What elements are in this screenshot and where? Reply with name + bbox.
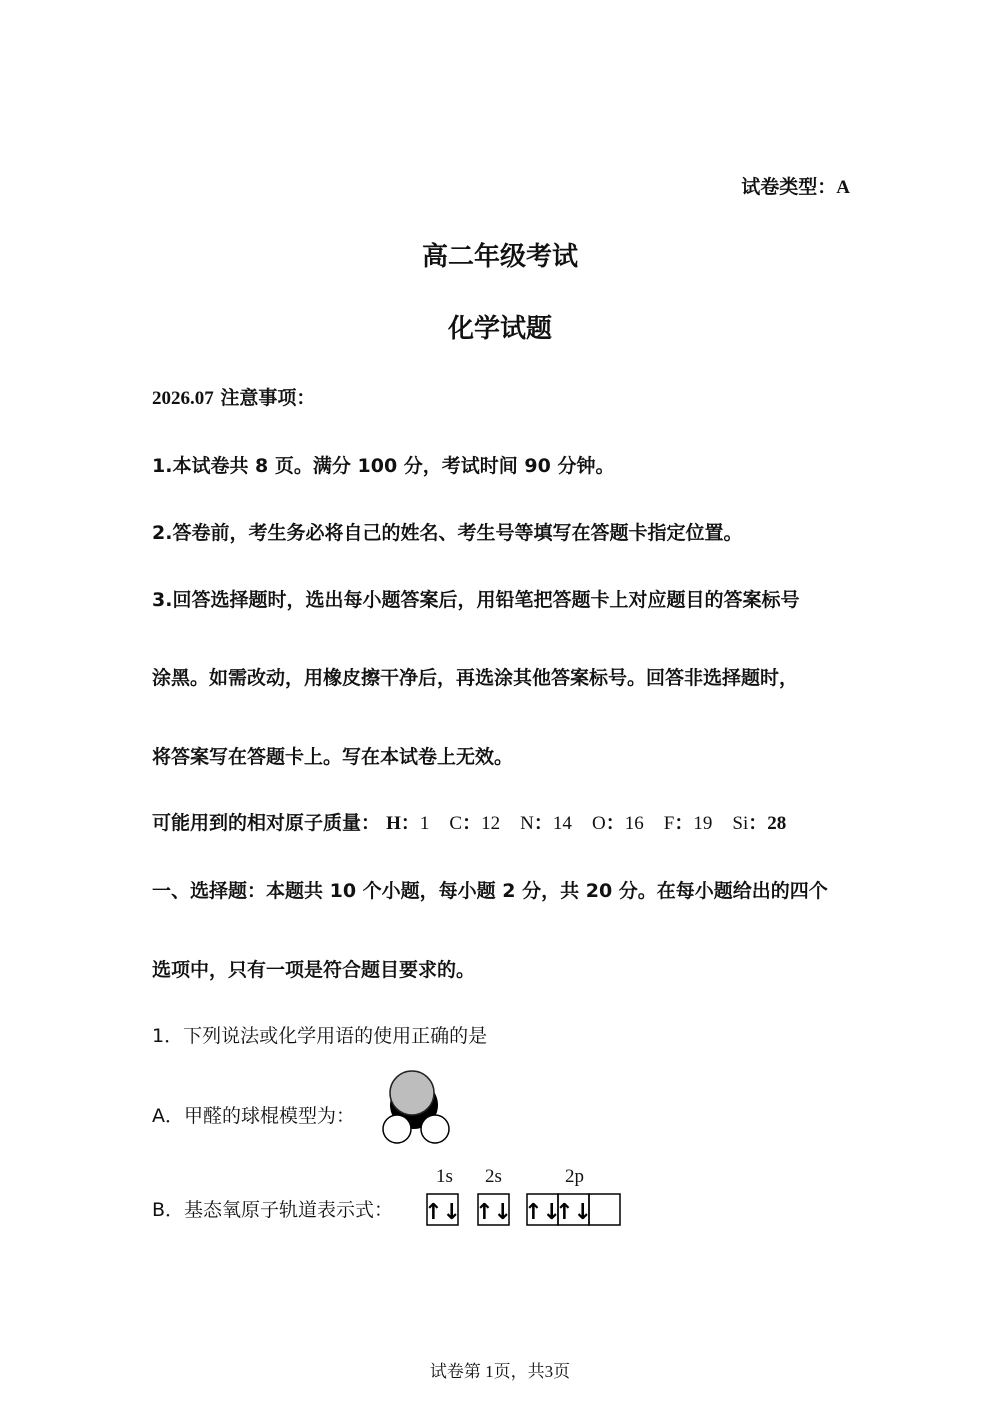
mass-si: Si：28 [732,812,787,834]
section1-line-2: 选项中，只有一项是符合题目要求的。 [152,959,476,981]
notice-item-3-line-3: 将答案写在答题卡上。写在本试卷上无效。 [152,746,514,768]
orbital-arrows-1s: ↑↓ [424,1200,461,1225]
orbital-arrows-2p-2: ↑↓ [555,1200,592,1225]
question1-stem: 1．下列说法或化学用语的使用正确的是 [152,1025,488,1047]
notice-date: 2026.07 [152,388,214,409]
subject-title: 化学试题 [447,314,552,344]
page-footer: 试卷第 1页，共3页 [429,1362,571,1381]
question1-option-b: B．基态氧原子轨道表示式： [152,1199,394,1221]
paper-type-label: 试卷类型： [741,176,837,198]
notice-item-3-line-1: 3.回答选择题时，选出每小题答案后，用铅笔把答题卡上对应题目的答案标号 [152,589,800,611]
notice-item-3-line-2: 涂黑。如需改动，用橡皮擦干净后，再选涂其他答案标号。回答非选择题时， [152,667,799,689]
mass-h: H：1 [386,812,430,834]
notice-item-2: 2.答卷前，考生务必将自己的姓名、考生号等填写在答题卡指定位置。 [152,522,743,544]
orbital-label-2s: 2s [485,1166,502,1187]
mass-c: C：12 [449,812,501,834]
question1-option-a: A．甲醛的球棍模型为： [152,1105,355,1127]
orbital-box-2p-3 [589,1194,620,1225]
mass-o: O：16 [591,812,644,834]
oxygen-orbital-diagram [424,1190,624,1230]
mass-n: N：14 [520,812,572,834]
notice-heading-text: 注意事项： [220,387,316,409]
orbital-arrows-2s: ↑↓ [475,1200,512,1225]
atomic-masses [152,808,786,835]
atomic-masses-label: 可能用到的相对原子质量： [152,812,381,834]
mass-f: F：19 [663,812,713,834]
orbital-arrows-2p-1: ↑↓ [524,1200,561,1225]
paper-type-value: A [836,177,850,198]
notice-item-1: 1.本试卷共 8 页。满分 100 分，考试时间 90 分钟。 [152,455,615,477]
section1-line-1: 一、选择题：本题共 10 个小题，每小题 2 分，共 20 分。在每小题给出的四个 [152,880,828,902]
paper-type [741,172,850,199]
orbital-label-1s: 1s [436,1166,453,1187]
notice-heading [152,383,315,410]
formaldehyde-ball-stick-model [378,1068,458,1148]
exam-title: 高二年级考试 [421,242,578,272]
orbital-label-2p: 2p [565,1166,584,1187]
